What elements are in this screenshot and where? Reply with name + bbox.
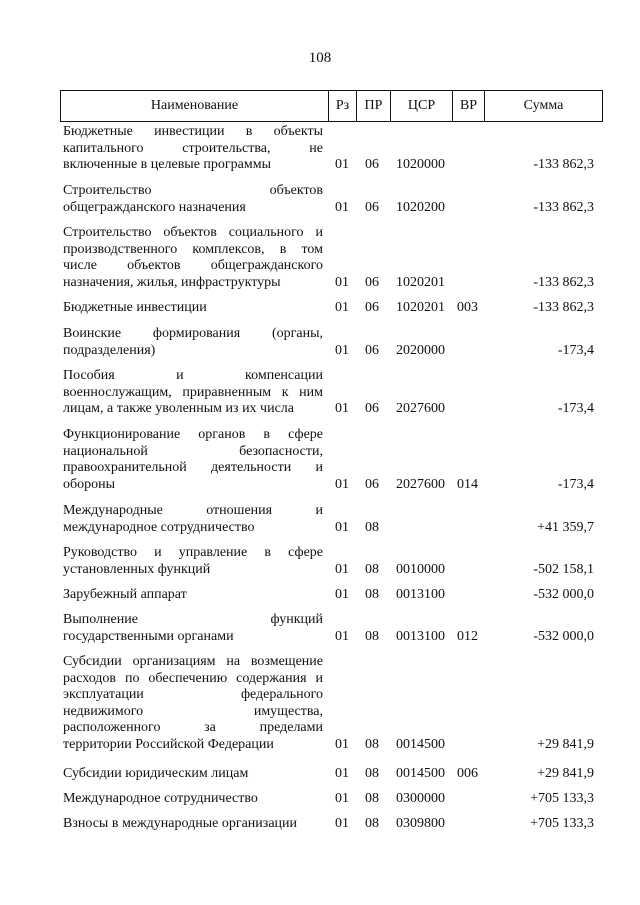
row-name <box>63 587 323 604</box>
page-number: 108 <box>308 50 332 66</box>
row-sum: -133 862,3 <box>533 157 594 173</box>
row-name-line: Субсидии организациям на возмещение <box>63 654 323 669</box>
row-rz: 01 <box>335 587 349 602</box>
row-csr: 0010000 <box>396 561 445 577</box>
row-name-line: Строительство объектов <box>63 183 323 198</box>
row-name <box>63 816 323 833</box>
row-name-line: лицам, а также уволенным из их числа <box>63 401 295 417</box>
row-pr: 08 <box>365 766 379 781</box>
row-name-line: Международные отношения и <box>63 503 323 518</box>
row-rz: 01 <box>335 561 349 577</box>
row-name-line: установленных функций <box>63 561 211 577</box>
row-sum: +705 133,3 <box>530 816 594 831</box>
row-csr: 1020201 <box>396 274 445 290</box>
row-name-line: территории Российской Федерации <box>63 736 274 752</box>
row-pr: 08 <box>365 519 379 535</box>
row-vr: 012 <box>457 628 478 644</box>
row-pr: 06 <box>365 342 379 358</box>
row-name-line: Пособия и компенсации <box>63 368 323 383</box>
row-csr: 2027600 <box>396 476 445 492</box>
row-name <box>63 612 323 645</box>
row-sum: -173,4 <box>557 342 594 358</box>
row-name-line: назначения, жилья, инфраструктуры <box>63 274 281 290</box>
row-csr: 1020000 <box>396 157 445 173</box>
row-name-line: подразделения) <box>63 342 156 358</box>
row-pr: 08 <box>365 816 379 831</box>
row-rz: 01 <box>335 766 349 781</box>
row-csr: 0309800 <box>396 816 445 831</box>
header-vr: ВР <box>453 91 485 121</box>
row-rz: 01 <box>335 157 349 173</box>
row-name-line: государственными органами <box>63 628 234 644</box>
row-name-line: военнослужащим, приравненным к ним <box>63 384 323 400</box>
row-name-line: Функционирование органов в сфере <box>63 427 323 442</box>
row-rz: 01 <box>335 476 349 492</box>
row-pr: 06 <box>365 274 379 290</box>
row-csr: 0013100 <box>396 628 445 644</box>
row-sum: -502 158,1 <box>533 561 594 577</box>
row-rz: 01 <box>335 628 349 644</box>
row-pr: 06 <box>365 476 379 492</box>
row-name-line: Международное сотрудничество <box>63 791 258 806</box>
row-csr: 0013100 <box>396 587 445 602</box>
row-pr: 08 <box>365 561 379 577</box>
row-name <box>63 300 323 317</box>
row-name-line: Выполнение функций <box>63 612 323 627</box>
row-name <box>63 654 323 754</box>
row-rz: 01 <box>335 791 349 806</box>
row-name <box>63 766 323 783</box>
row-name-line: Субсидии юридическим лицам <box>63 766 249 781</box>
row-pr: 08 <box>365 737 379 752</box>
row-name-line: включенные в целевые программы <box>63 157 272 173</box>
row-name-line: расходов по обеспечению содержания и <box>63 670 323 686</box>
row-name-line: Зарубежный аппарат <box>63 587 187 602</box>
row-csr: 1020201 <box>396 300 445 315</box>
row-rz: 01 <box>335 519 349 535</box>
row-name <box>63 124 323 174</box>
table-header <box>60 90 603 122</box>
row-sum: +29 841,9 <box>537 737 594 752</box>
row-name <box>63 545 323 578</box>
row-name <box>63 326 323 359</box>
row-name-line: международное сотрудничество <box>63 519 255 535</box>
row-pr: 06 <box>365 401 379 417</box>
row-rz: 01 <box>335 737 349 752</box>
row-name-line: эксплуатации федерального <box>63 687 323 703</box>
row-pr: 06 <box>365 300 379 315</box>
row-name <box>63 368 323 418</box>
row-name <box>63 225 323 291</box>
row-name <box>63 503 323 536</box>
header-csr: ЦСР <box>391 91 453 121</box>
row-pr: 08 <box>365 628 379 644</box>
row-name-line: Взносы в международные организации <box>63 816 298 831</box>
row-sum: +705 133,3 <box>530 791 594 806</box>
row-sum: -173,4 <box>557 476 594 492</box>
row-rz: 01 <box>335 274 349 290</box>
row-name-line: числе объектов общегражданского <box>63 258 323 274</box>
row-name-line: расположенного за пределами <box>63 720 323 736</box>
header-name: Наименование <box>61 91 329 121</box>
header-pr: ПР <box>357 91 391 121</box>
row-rz: 01 <box>335 300 349 315</box>
row-rz: 01 <box>335 199 349 215</box>
row-name-line: национальной безопасности, <box>63 443 323 459</box>
header-rz: Рз <box>329 91 357 121</box>
row-rz: 01 <box>335 816 349 831</box>
row-name-line: производственного комплексов, в том <box>63 241 323 257</box>
row-csr: 1020200 <box>396 199 445 215</box>
row-rz: 01 <box>335 342 349 358</box>
row-pr: 06 <box>365 157 379 173</box>
row-name-line: общегражданского назначения <box>63 199 246 215</box>
row-sum: +29 841,9 <box>537 766 594 781</box>
row-sum: -133 862,3 <box>533 199 594 215</box>
row-sum: -133 862,3 <box>533 300 594 315</box>
row-csr: 2027600 <box>396 401 445 417</box>
row-csr: 0014500 <box>396 766 445 781</box>
row-pr: 08 <box>365 587 379 602</box>
row-name-line: Руководство и управление в сфере <box>63 545 323 560</box>
row-sum: -133 862,3 <box>533 274 594 290</box>
row-name-line: Строительство объектов социального и <box>63 225 323 240</box>
row-name <box>63 183 323 216</box>
row-vr: 006 <box>457 766 478 781</box>
row-name-line: недвижимого имущества, <box>63 703 323 719</box>
row-csr: 2020000 <box>396 342 445 358</box>
row-name <box>63 791 323 808</box>
row-name-line: Воинские формирования (органы, <box>63 326 323 341</box>
row-pr: 06 <box>365 199 379 215</box>
row-csr: 0014500 <box>396 737 445 752</box>
row-vr: 014 <box>457 476 478 492</box>
row-sum: -173,4 <box>557 401 594 417</box>
row-sum: +41 359,7 <box>537 519 594 535</box>
row-name-line: правоохранительной деятельности и <box>63 460 323 476</box>
row-csr: 0300000 <box>396 791 445 806</box>
row-name-line: Бюджетные инвестиции <box>63 300 207 315</box>
row-pr: 08 <box>365 791 379 806</box>
row-sum: -532 000,0 <box>533 587 594 602</box>
row-sum: -532 000,0 <box>533 628 594 644</box>
row-name <box>63 427 323 493</box>
header-sum: Сумма <box>523 98 564 113</box>
row-name-line: обороны <box>63 476 116 492</box>
row-name-line: капитального строительства, не <box>63 140 323 156</box>
row-rz: 01 <box>335 401 349 417</box>
row-vr: 003 <box>457 300 478 315</box>
row-name-line: Бюджетные инвестиции в объекты <box>63 124 323 139</box>
